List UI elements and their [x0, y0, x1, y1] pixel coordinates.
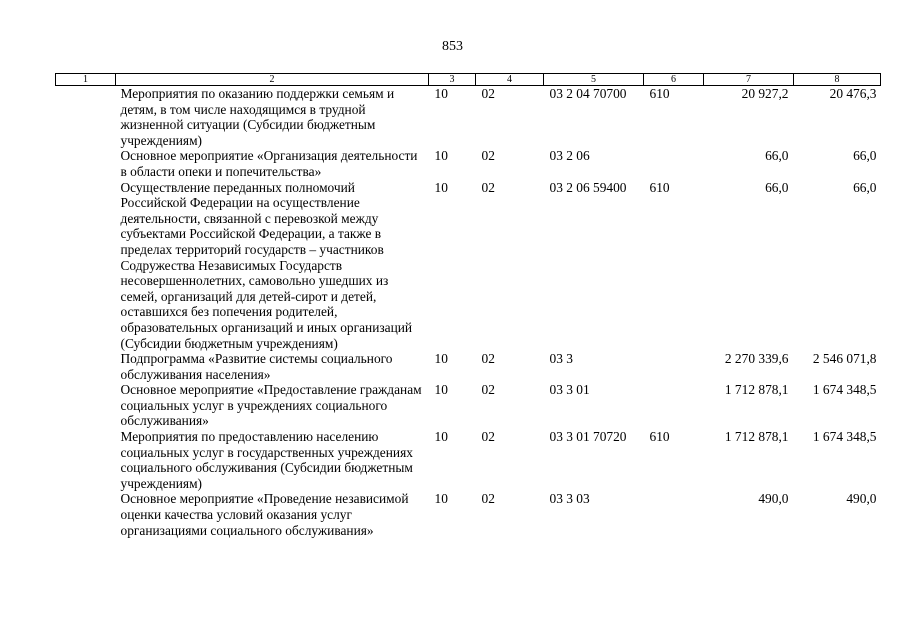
row-name: Подпрограмма «Развитие системы социального обслуживания населения» [120, 351, 393, 382]
row-amount-year2: 1 674 348,5 [812, 382, 877, 398]
column-number: 7 [704, 74, 794, 86]
row-amount-year1: 2 270 339,6 [724, 351, 789, 367]
row-name: Основное мероприятие «Организация деятельности в области опеки и попечительства» [120, 148, 418, 179]
row-expense-type: 610 [649, 86, 670, 101]
row-amount-year2: 490,0 [846, 491, 877, 507]
row-section-code: 10 [434, 382, 448, 398]
row-subsection-code: 02 [481, 86, 495, 101]
row-section-code: 10 [434, 179, 448, 195]
row-subsection-code: 02 [481, 491, 495, 507]
row-blank-cell [56, 86, 116, 149]
row-section-code: 10 [434, 351, 448, 367]
row-target-article: 03 2 04 70700 [549, 86, 627, 101]
column-number-row [56, 74, 881, 86]
row-amount-year2: 2 546 071,8 [812, 351, 877, 367]
row-name: Мероприятия по предоставлению населению социальных услуг в государственных учреждениях социального обслуживания (Субсидии бюджетным учреждениям) [120, 429, 413, 491]
table-row [56, 148, 881, 179]
row-target-article: 03 3 [549, 351, 573, 367]
table-row [56, 491, 881, 538]
table-row [56, 86, 881, 149]
budget-table [55, 73, 881, 538]
row-expense-type: 610 [649, 179, 670, 195]
row-amount-year2: 66,0 [853, 148, 877, 164]
column-number: 2 [116, 74, 429, 86]
column-number: 6 [644, 74, 704, 86]
row-blank-cell [56, 382, 116, 429]
row-blank-cell [56, 180, 116, 352]
row-target-article: 03 3 01 70720 [549, 429, 627, 445]
table-header [56, 74, 881, 86]
row-amount-year1: 66,0 [765, 148, 789, 164]
column-number: 8 [794, 74, 881, 86]
column-number: 5 [544, 74, 644, 86]
row-amount-year2: 1 674 348,5 [812, 429, 877, 445]
row-amount-year1: 1 712 878,1 [724, 382, 789, 398]
page-number: 853 [442, 39, 463, 54]
row-subsection-code: 02 [481, 148, 495, 164]
table-row [56, 382, 881, 429]
row-name: Основное мероприятие «Предоставление гражданам социальных услуг в учреждениях социального обслуживания» [120, 382, 422, 429]
row-blank-cell [56, 429, 116, 491]
row-blank-cell [56, 491, 116, 538]
row-amount-year2: 20 476,3 [829, 86, 877, 101]
row-amount-year1: 66,0 [765, 179, 789, 195]
table-row [56, 351, 881, 382]
row-target-article: 03 2 06 59400 [549, 179, 627, 195]
column-number: 4 [476, 74, 544, 86]
row-section-code: 10 [434, 429, 448, 445]
table-body [56, 86, 881, 539]
row-target-article: 03 3 01 [549, 382, 590, 398]
row-subsection-code: 02 [481, 382, 495, 398]
row-target-article: 03 2 06 [549, 148, 590, 164]
row-subsection-code: 02 [481, 351, 495, 367]
table-row [56, 180, 881, 352]
row-amount-year1: 20 927,2 [741, 86, 789, 101]
row-blank-cell [56, 351, 116, 382]
row-expense-type [644, 351, 704, 382]
column-number: 3 [429, 74, 476, 86]
row-expense-type [644, 148, 704, 179]
column-number: 1 [56, 74, 116, 86]
row-expense-type: 610 [649, 429, 670, 445]
row-section-code: 10 [434, 491, 448, 507]
row-section-code: 10 [434, 86, 448, 101]
row-name: Мероприятия по оказанию поддержки семьям и детям, в том числе находящимся в трудной жизненной ситуации (Субсидии бюджетным учреждениям) [120, 86, 395, 148]
table-row [56, 429, 881, 491]
row-expense-type [644, 382, 704, 429]
row-expense-type [644, 491, 704, 538]
row-amount-year1: 490,0 [758, 491, 789, 507]
row-section-code: 10 [434, 148, 448, 164]
row-subsection-code: 02 [481, 179, 495, 195]
row-target-article: 03 3 03 [549, 491, 590, 507]
row-amount-year1: 1 712 878,1 [724, 429, 789, 445]
row-name: Основное мероприятие «Проведение независимой оценки качества условий оказания услуг организациями социального обслуживания» [120, 491, 409, 538]
row-name: Осуществление переданных полномочий Российской Федерации на осуществление деятельности, связанной с перевозкой между субъектами Российской Федерации, а также в пределах территорий государств – участников Содружества Независимых Государств несовершеннолетних, самовольно ушедших из семей, организаций для детей-сирот и детей, оставшихся без попечения родителей, образовательных организаций и иных организаций (Субсидии бюджетным учреждениям) [120, 179, 413, 351]
row-subsection-code: 02 [481, 429, 495, 445]
row-amount-year2: 66,0 [853, 179, 877, 195]
row-blank-cell [56, 148, 116, 179]
